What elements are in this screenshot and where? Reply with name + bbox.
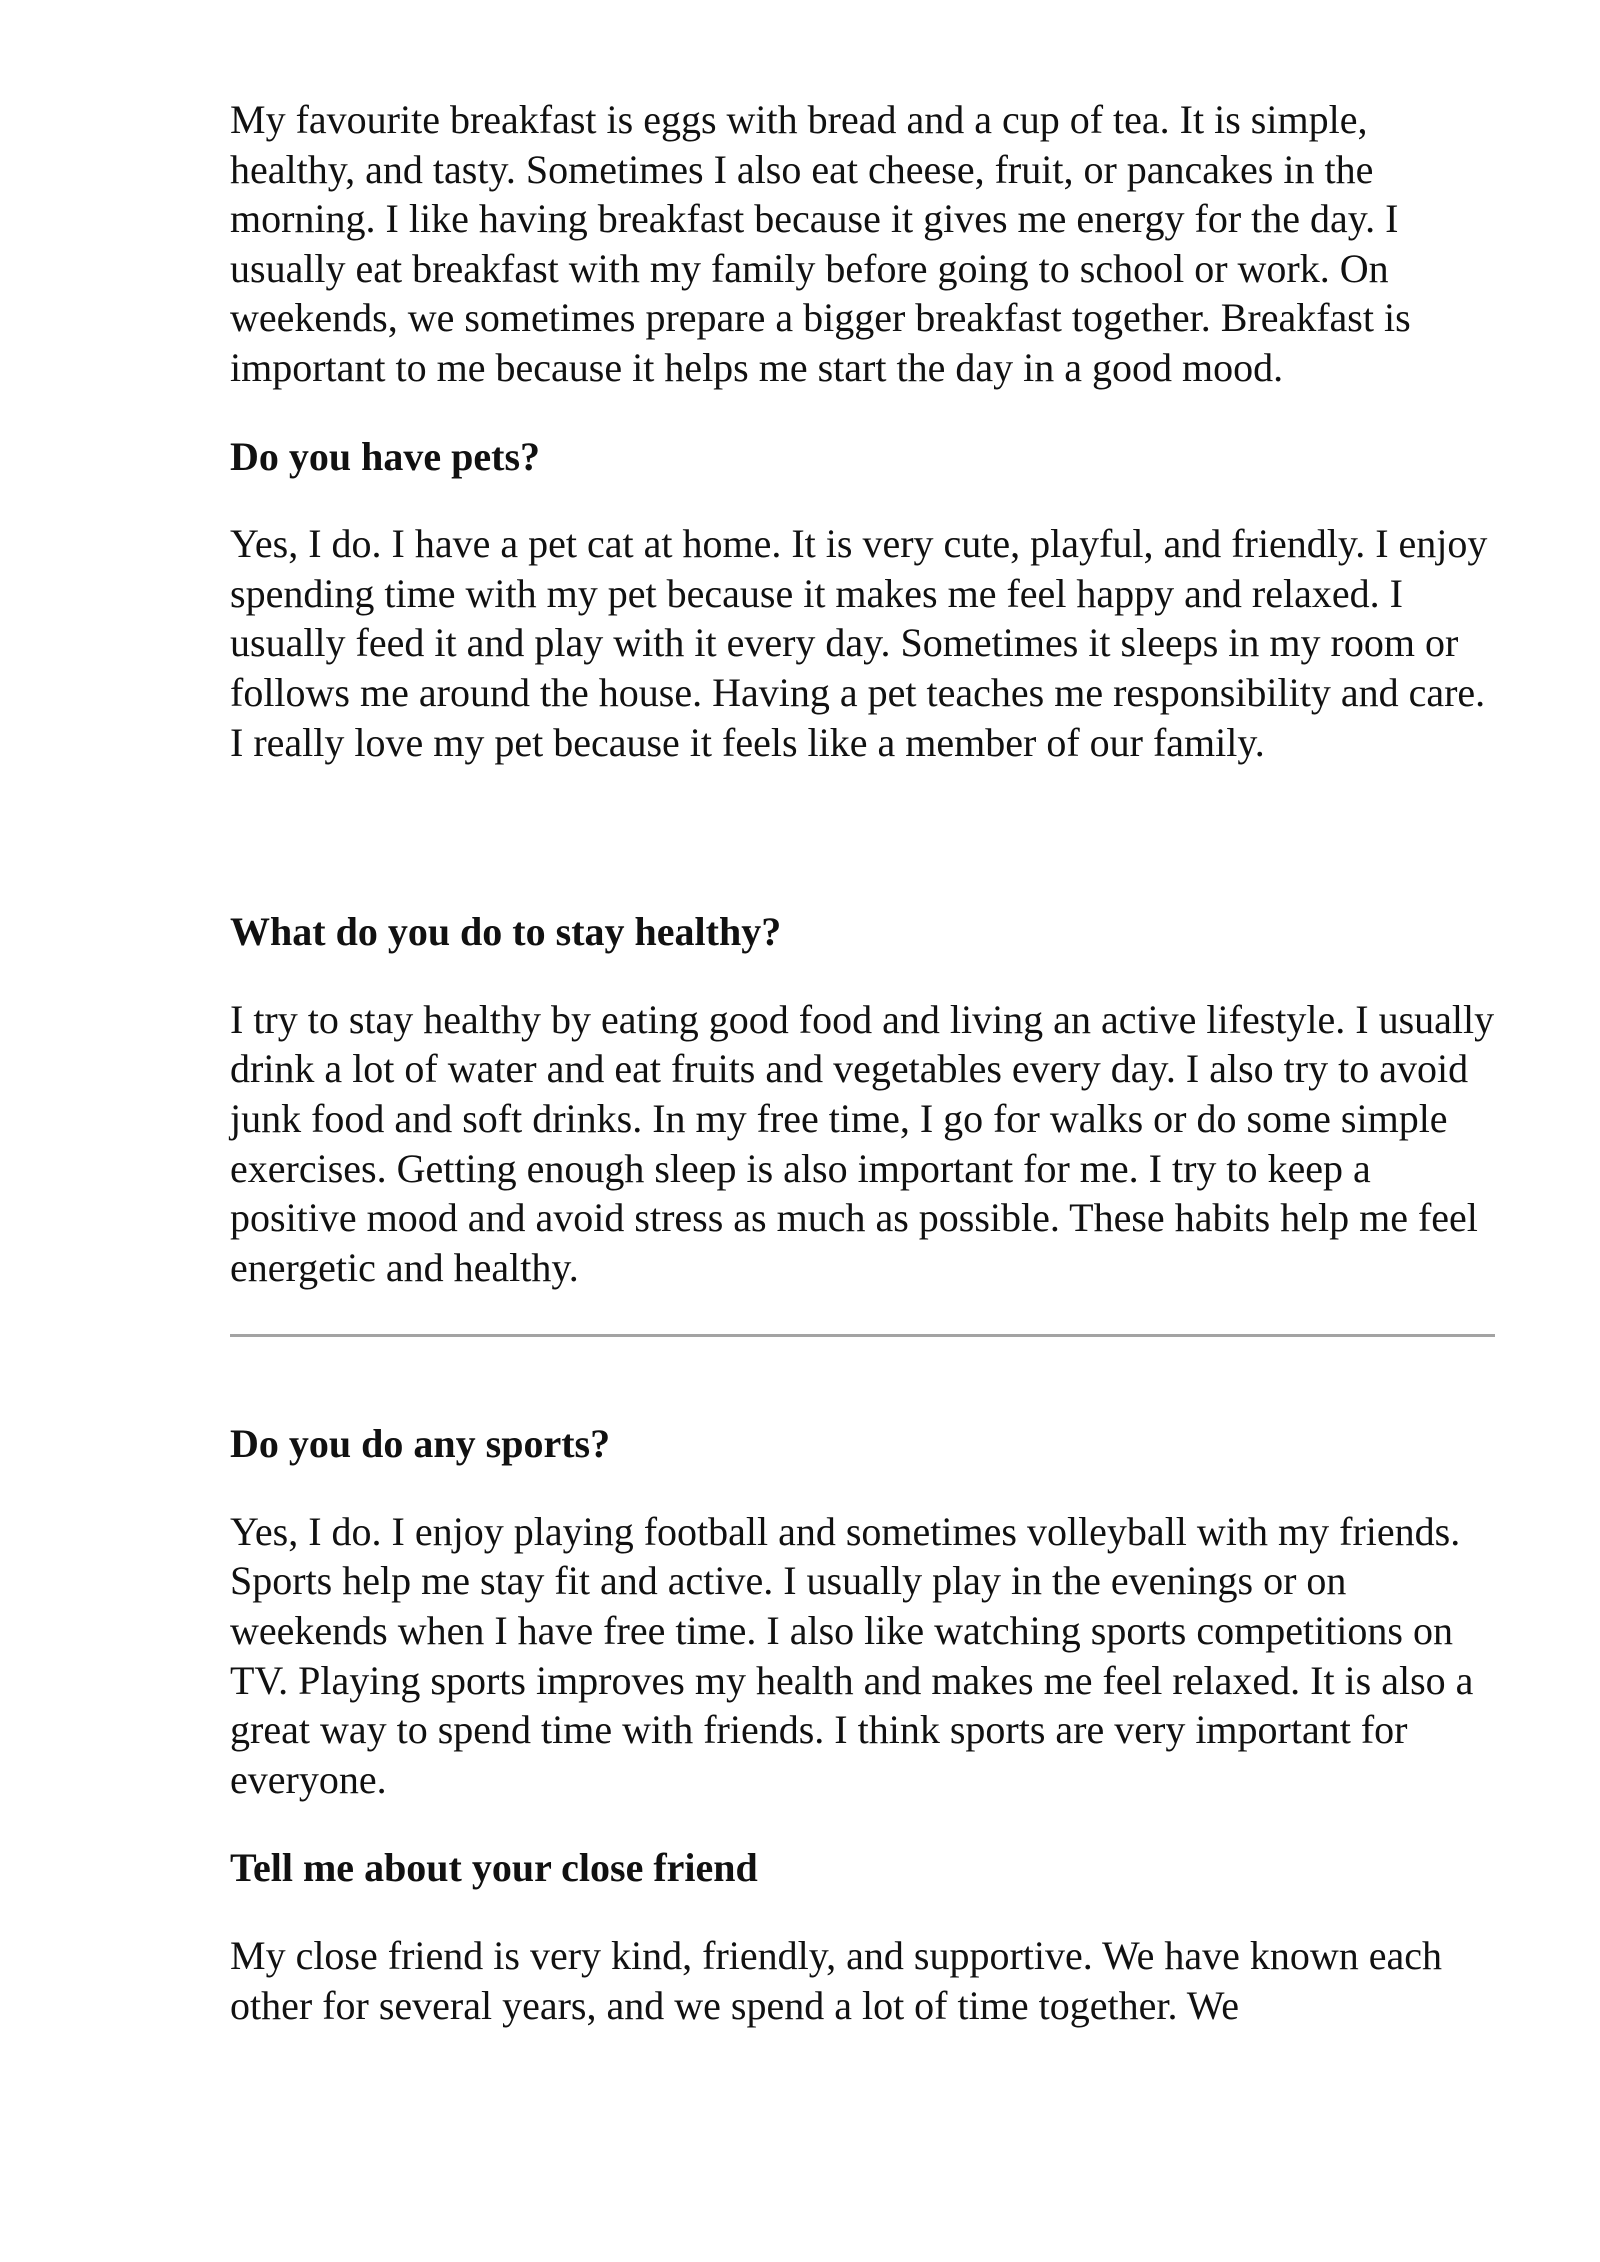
document-page (230, 95, 1495, 2030)
section-heading-pets: Do you have pets? (230, 433, 541, 479)
section-body-healthy: I try to stay healthy by eating good food and living an active lifestyle. I usually drink a lot of water and eat fruits and vegetables every day. I also try to avoid junk food and soft drinks. In my free time, I go for walks or do some simple exercises. Getting enough sleep is also important for me. I try to keep a positive mood and avoid stress as much as possible. These habits help me feel energetic and healthy. (230, 996, 1495, 1290)
section-body-friend: My close friend is very kind, friendly, and supportive. We have known each other for several years, and we spend a lot of time together. We (230, 1933, 1443, 2028)
section-heading-sports: Do you do any sports? (230, 1421, 611, 1467)
section-heading-friend: Tell me about your close friend (230, 1845, 758, 1891)
section-heading-healthy: What do you do to stay healthy? (230, 909, 782, 955)
intro-paragraph: My favourite breakfast is eggs with bread and a cup of tea. It is simple, healthy, and tasty. Sometimes I also eat cheese, fruit, or pancakes in the morning. I like having breakfast because it gives me energy for the day. I usually eat breakfast with my family before going to school or work. On weekends, we sometimes prepare a bigger breakfast together. Breakfast is important to me because it helps me start the day in a good mood. (230, 97, 1411, 390)
section-body-pets: Yes, I do. I have a pet cat at home. It is very cute, playful, and friendly. I enjoy spending time with my pet because it makes me feel happy and relaxed. I usually feed it and play with it every day. Sometimes it sleeps in my room or follows me around the house. Having a pet teaches me responsibility and care. I really love my pet because it feels like a member of our family. (230, 521, 1488, 765)
section-body-sports: Yes, I do. I enjoy playing football and sometimes volleyball with my friends. Sports help me stay fit and active. I usually play in the evenings or on weekends when I have free time. I also like watching sports competitions on TV. Playing sports improves my health and makes me feel relaxed. It is also a great way to spend time with friends. I think sports are very important for everyone. (230, 1508, 1474, 1802)
horizontal-divider (230, 1334, 1495, 1337)
